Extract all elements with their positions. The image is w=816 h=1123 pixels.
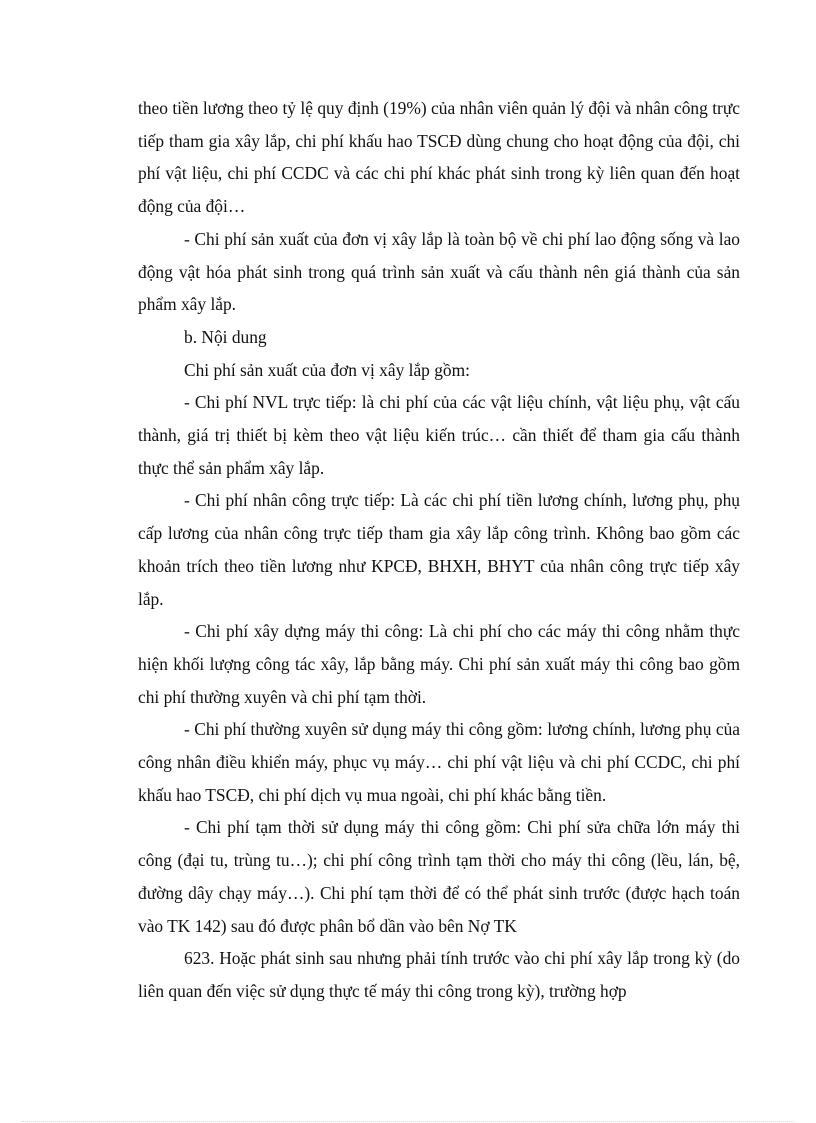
paragraph: - Chi phí nhân công trực tiếp: Là các chi phí tiền lương chính, lương phụ, phụ cấp lương của nhân công trực tiếp tham gia xây lắp công trình. Không bao gồm các khoản trích theo tiền lương như KPCĐ, BHXH, BHYT của nhân công trực tiếp xây lắp. bbox=[138, 490, 740, 609]
paragraph: - Chi phí xây dựng máy thi công: Là chi phí cho các máy thi công nhằm thực hiện khối lượng công tác xây, lắp bằng máy. Chi phí sản xuất máy thi công bao gồm chi phí thường xuyên và chi phí tạm thời. bbox=[138, 621, 740, 707]
paragraph: - Chi phí thường xuyên sử dụng máy thi công gồm: lương chính, lương phụ của công nhân điều khiển máy, phục vụ máy… chi phí vật liệu và chi phí CCDC, chi phí khấu hao TSCĐ, chi phí dịch vụ mua ngoài, chi phí khác bằng tiền. bbox=[138, 719, 740, 805]
paragraph: 623. Hoặc phát sinh sau nhưng phải tính trước vào chi phí xây lắp trong kỳ (do liên quan đến việc sử dụng thực tế máy thi công trong kỳ), trường hợp bbox=[138, 948, 740, 1001]
paragraph: - Chi phí NVL trực tiếp: là chi phí của các vật liệu chính, vật liệu phụ, vật cấu thành, giá trị thiết bị kèm theo vật liệu kiến trúc… cần thiết để tham gia cấu thành thực thể sản phẩm xây lắp. bbox=[138, 392, 740, 478]
paragraph: Chi phí sản xuất của đơn vị xây lắp gồm: bbox=[184, 359, 470, 380]
paragraph: - Chi phí sản xuất của đơn vị xây lắp là toàn bộ về chi phí lao động sống và lao động vật hóa phát sinh trong quá trình sản xuất và cấu thành nên giá thành của sản phẩm xây lắp. bbox=[138, 228, 740, 315]
paragraph: theo tiền lương theo tỷ lệ quy định (19%) của nhân viên quản lý đội và nhân công trực tiếp tham gia xây lắp, chi phí khấu hao TSCĐ dùng chung cho hoạt động của đội, chi phí vật liệu, chi phí CCDC và các chi phí khác phát sinh trong kỳ liên quan đến hoạt động của đội… bbox=[138, 98, 740, 217]
page-bottom-divider bbox=[22, 1121, 794, 1122]
document-body bbox=[138, 92, 740, 1008]
section-heading: b. Nội dung bbox=[184, 326, 267, 347]
paragraph: - Chi phí tạm thời sử dụng máy thi công gồm: Chi phí sửa chữa lớn máy thi công (đại tu, trùng tu…); chi phí công trình tạm thời cho máy thi công (lều, lán, bệ, đường dây chạy máy…). Chi phí tạm thời để có thể phát sinh trước (được hạch toán vào TK 142) sau đó được phân bổ dần vào bên Nợ TK bbox=[138, 817, 740, 936]
